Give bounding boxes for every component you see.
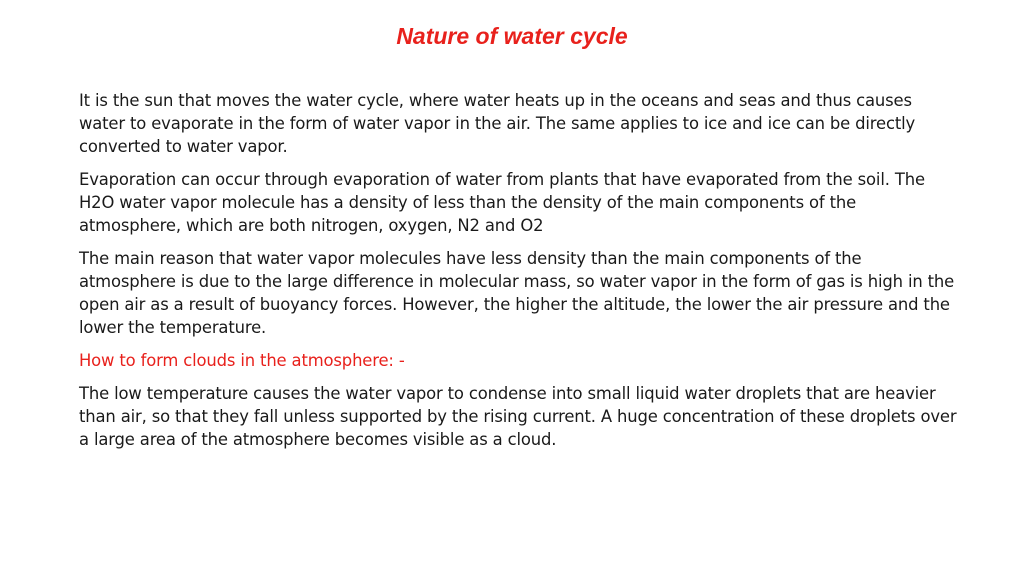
paragraph-cloud-formation: The low temperature causes the water vapor to condense into small liquid water droplets that are heavier than air, so that they fall unless supported by the rising current. A huge concentration of these droplets over a large area of the atmosphere becomes visible as a cloud. — [79, 384, 957, 449]
paragraph-sun-water-cycle: It is the sun that moves the water cycle, where water heats up in the oceans and seas and thus causes water to evaporate in the form of water vapor in the air. The same applies to ice and ice can be directly converted to water vapor. — [79, 91, 916, 156]
slide-body — [79, 89, 959, 461]
paragraph-evaporation: Evaporation can occur through evaporation of water from plants that have evaporated from the soil. The H2O water vapor molecule has a density of less than the density of the main components of the atmosphere, which are both nitrogen, oxygen, N2 and O2 — [79, 170, 925, 235]
slide-title: Nature of water cycle — [396, 23, 628, 49]
paragraph-density-reason: The main reason that water vapor molecules have less density than the main components of the atmosphere is due to the large difference in molecular mass, so water vapor in the form of gas is high in the open air as a result of buoyancy forces. However, the higher the altitude, the lower the air pressure and the lower the temperature. — [79, 249, 955, 337]
section-heading-clouds: How to form clouds in the atmosphere: - — [79, 351, 405, 370]
